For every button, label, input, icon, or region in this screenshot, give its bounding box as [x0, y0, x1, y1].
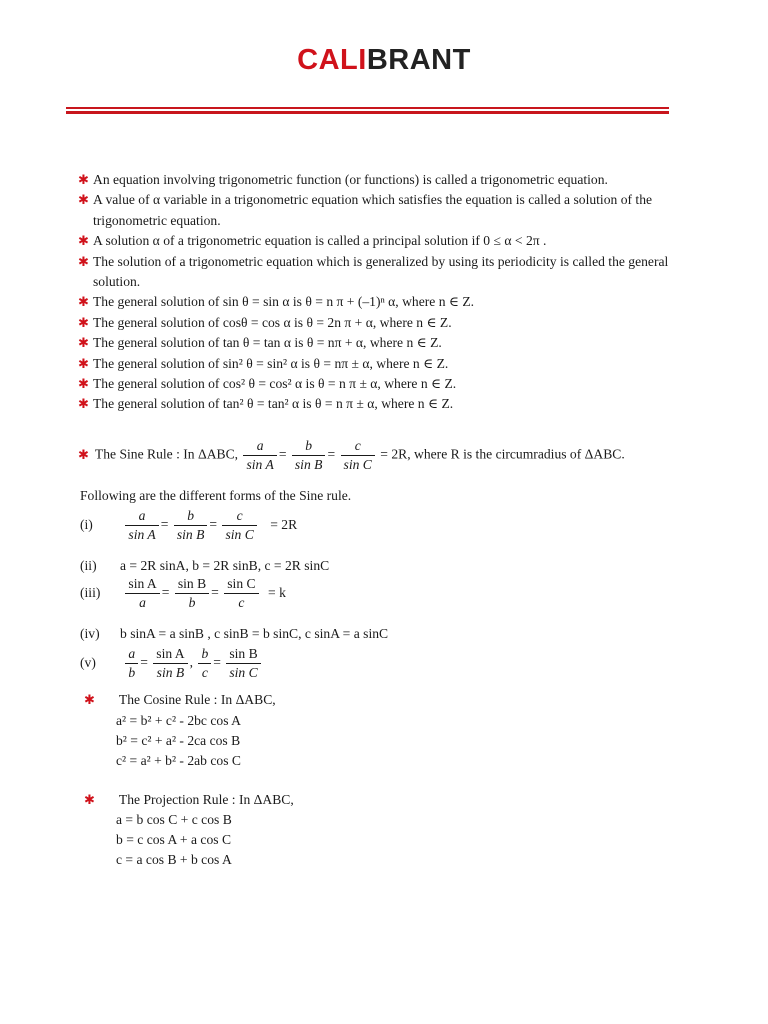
bullet-star-icon: ✱	[78, 396, 89, 412]
sine-rule-intro: Following are the different forms of the Sine rule.	[80, 488, 352, 503]
cosine-rule-eq-2: b² = c² + a² - 2ca cos B	[116, 733, 241, 748]
projection-rule-eq-1: a = b cos C + c cos B	[116, 812, 232, 827]
fraction: $\frac{\text{sin A}}{a}$	[125, 576, 159, 611]
bullet-star-icon: ✱	[78, 294, 89, 310]
fraction: $\frac{b}{c}$	[198, 646, 211, 681]
sine-rule-form-ii: (ii) a = 2R sinA, b = 2R sinB, c = 2R sinC	[80, 558, 330, 573]
list-item: ✱ The general solution of sin² θ = sin² α is θ = nπ ± α, where n ∈ Z.	[78, 354, 698, 374]
fraction: $\frac{b}{\text{sin B}}$	[174, 508, 208, 543]
sine-rule-form-v: (v) $\frac{a}{b}$ = $\frac{\text{sin A}}{\text{sin B}}$ , $\frac{b}{c}$ = $\frac{\text{sin B}}{\text{sin C}}$	[80, 646, 263, 681]
fraction: $\frac{a}{\text{sin A}}$	[243, 438, 276, 473]
bullet-star-icon: ✱	[78, 172, 89, 187]
brand-logo-red: CALI	[297, 44, 367, 76]
list-item: ✱ The general solution of sin θ = sin α is θ = n π + (–1)ⁿ α, where n ∈ Z.	[78, 292, 698, 312]
list-item: ✱ An equation involving trigonometric function (or functions) is called a trigonometric equation.	[78, 170, 698, 190]
fraction: $\frac{\text{sin B}}{b}$	[175, 576, 209, 611]
fraction: $\frac{a}{\text{sin A}}$	[125, 508, 158, 543]
sine-rule-form-iii: (iii) $\frac{\text{sin A}}{a}$ = $\frac{\text{sin B}}{b}$ = $\frac{\text{sin C}}{c}$ = k	[80, 576, 286, 610]
header-divider-thin	[66, 107, 669, 109]
fraction: $\frac{\text{sin A}}{\text{sin B}}$	[153, 646, 187, 681]
bullet-star-icon: ✱	[78, 233, 89, 249]
projection-rule-eq-2: b = c cos A + a cos C	[116, 832, 232, 847]
list-item: ✱ The general solution of cos² θ = cos² α is θ = n π ± α, where n ∈ Z.	[78, 374, 698, 394]
brand-logo	[0, 44, 768, 77]
fraction: $\frac{a}{b}$	[125, 646, 138, 681]
header-divider-thick	[66, 111, 669, 114]
cosine-rule-title: ✱ The Cosine Rule : In ΔABC,	[84, 692, 276, 707]
fraction: $\frac{c}{\text{sin C}}$	[341, 438, 375, 473]
bullet-star-icon: ✱	[84, 692, 95, 707]
bullet-star-icon: ✱	[78, 314, 89, 330]
list-item: ✱ A solution α of a trigonometric equation is called a principal solution if 0 ≤ α < 2π .	[78, 231, 698, 251]
list-item: ✱ A value of α variable in a trigonometric equation which satisfies the equation is called a solution of the trigonometric equation.	[78, 192, 653, 228]
cosine-rule-eq-1: a² = b² + c² - 2bc cos A	[116, 713, 241, 728]
list-item: ✱ The general solution of cosθ = cos α is θ = 2n π + α, where n ∈ Z.	[78, 313, 698, 333]
definitions-list	[78, 170, 698, 415]
bullet-star-icon: ✱	[78, 192, 89, 208]
sine-rule-form-iv: (iv) b sinA = a sinB , c sinB = b sinC, c sinA = a sinC	[80, 626, 389, 641]
bullet-star-icon: ✱	[78, 355, 89, 371]
bullet-star-icon: ✱	[78, 446, 89, 462]
bullet-star-icon: ✱	[84, 792, 95, 807]
list-item: ✱ The solution of a trigonometric equation which is generalized by using its periodicity is called the general solution.	[78, 253, 669, 290]
list-item: ✱ The general solution of tan θ = tan α is θ = nπ + α, where n ∈ Z.	[78, 333, 698, 353]
projection-rule-eq-3: c = a cos B + b cos A	[116, 852, 232, 867]
bullet-star-icon: ✱	[78, 376, 89, 392]
fraction: $\frac{b}{\text{sin B}}$	[292, 438, 326, 473]
sine-rule-statement: ✱ The Sine Rule : In ΔABC, $\frac{a}{\text{sin A}}$ = $\frac{b}{\text{sin B}}$ = $\frac{c}{\text{sin C}}$ = 2R, where R is the circumradius of ΔABC.	[78, 438, 625, 472]
bullet-star-icon: ✱	[78, 253, 89, 269]
cosine-rule-eq-3: c² = a² + b² - 2ab cos C	[116, 753, 241, 768]
list-item: ✱ The general solution of tan² θ = tan² α is θ = n π ± α, where n ∈ Z.	[78, 394, 698, 414]
projection-rule-title: ✱ The Projection Rule : In ΔABC,	[84, 792, 294, 807]
fraction: $\frac{\text{sin B}}{\text{sin C}}$	[226, 646, 260, 681]
fraction: $\frac{c}{\text{sin C}}$	[222, 508, 256, 543]
brand-logo-dark: BRANT	[366, 44, 471, 76]
sine-rule-form-i: (i) $\frac{a}{\text{sin A}}$ = $\frac{b}{\text{sin B}}$ = $\frac{c}{\text{sin C}}$ = 2R	[80, 508, 298, 542]
fraction: $\frac{\text{sin C}}{c}$	[224, 576, 258, 611]
bullet-star-icon: ✱	[78, 335, 89, 351]
